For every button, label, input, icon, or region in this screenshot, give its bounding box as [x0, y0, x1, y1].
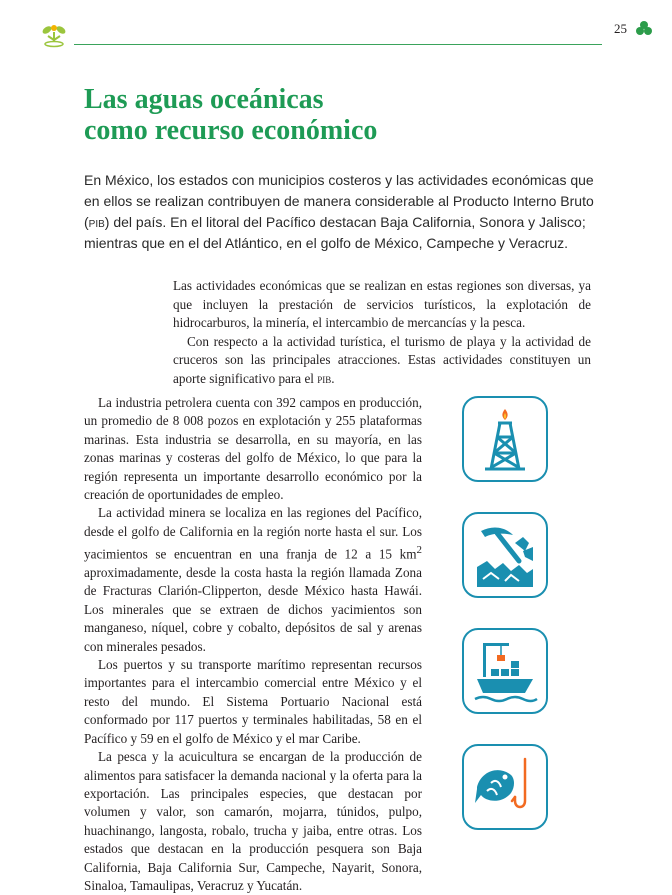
cargo-ship-icon — [471, 637, 539, 705]
title-line-2: como recurso económico — [84, 115, 378, 146]
mining-pickaxe-icon — [471, 521, 539, 589]
oil-rig-icon-box — [462, 396, 548, 482]
page-number: 25 — [614, 21, 627, 36]
tourism-text-a: Con respecto a la actividad turística, el turismo de playa y la actividad de cruceros son las principales atracciones. Estas actividades constituyen un aporte significativo para el — [173, 333, 591, 386]
mining-superscript: 2 — [416, 544, 422, 557]
mining-paragraph — [84, 504, 422, 656]
intro-abbr-pib: pib — [88, 214, 105, 230]
body-column — [84, 394, 422, 895]
tourism-paragraph — [173, 333, 591, 389]
oil-rig-icon — [471, 405, 539, 473]
title-line-1: Las aguas oceánicas — [84, 84, 324, 115]
fishing-paragraph: La pesca y la acuicultura se encargan de la producción de alimentos para satisfacer la demanda nacional y la oferta para la exportación. Las principales especies, que destacan por volumen y valor, son camarón, mojarra, túnidos, pulpo, huachinango, langosta, robalo, trucha y jaiba, entre otras. Los estados que destacan en la producción pesquera son Baja California, Baja California Sur, Campeche, Nayarit, Sonora, Sinaloa, Tamaulipas, Veracruz y Yucatán. — [84, 749, 422, 893]
page-title — [84, 84, 604, 146]
clover-icon — [635, 20, 653, 38]
mining-icon-box — [462, 512, 548, 598]
mining-text-a: La actividad minera se localiza en las regiones del Pacífico, desde el golfo de California en la región norte hasta el sur. Los yacimientos se encuentran en una franja de 12 a 15 km — [84, 505, 422, 562]
activities-paragraph: Las actividades económicas que se realizan en estas regiones son diversas, ya que incluyen la prestación de servicios turísticos, la explotación de hidrocarburos, la minería, el intercambio de mercancías y la pesca. — [173, 278, 591, 331]
ports-paragraph: Los puertos y su transporte marítimo representan recursos importantes para el intercambio comercial entre México y el resto del mundo. El Sistema Portuario Nacional está conformado por 117 puertos y terminales habilitadas, 58 en el Pacífico y 59 en el golfo de México y el mar Caribe. — [84, 657, 422, 746]
tourism-abbr-pib: pib — [317, 370, 332, 386]
fish-hook-icon-box — [462, 744, 548, 830]
intro-text-a: En México, los estados con municipios costeros y las actividades económicas que en ellos se realizan contribuyen de manera considerable al Producto Interno Bruto ( — [84, 172, 594, 230]
oil-paragraph: La industria petrolera cuenta con 392 campos en producción, un promedio de 8 008 pozos en explotación y 255 plataformas marinas. Esta industria se desarrolla, en su mayoría, en las zonas marinas y costeras del golfo de México, lo que para la región representa un importante desarrollo económico por la creación de oportunidades de empleo. — [84, 395, 422, 503]
header-rule — [74, 44, 602, 45]
intro-text-b: ) del país. En el litoral del Pacífico destacan Baja California, Sonora y Jalisco; mientras que en el del Atlántico, en el golfo de México, Campeche y Veracruz. — [84, 214, 586, 251]
tourism-text-b: . — [331, 370, 335, 386]
indented-block — [173, 277, 591, 389]
fish-hook-icon — [471, 753, 539, 821]
cargo-ship-icon-box — [462, 628, 548, 714]
mining-text-b: aproximadamente, desde la costa hasta la región llamada Zona de Fracturas Clarión-Clipperton, desde México hasta Hawái. Los minerales que se extraen de dichos yacimientos son manganeso, níquel, cobre y cobalto, depósitos de sal y arenas con minerales pesados. — [84, 565, 422, 654]
intro-paragraph — [84, 170, 596, 254]
sprout-logo-icon — [34, 23, 74, 49]
